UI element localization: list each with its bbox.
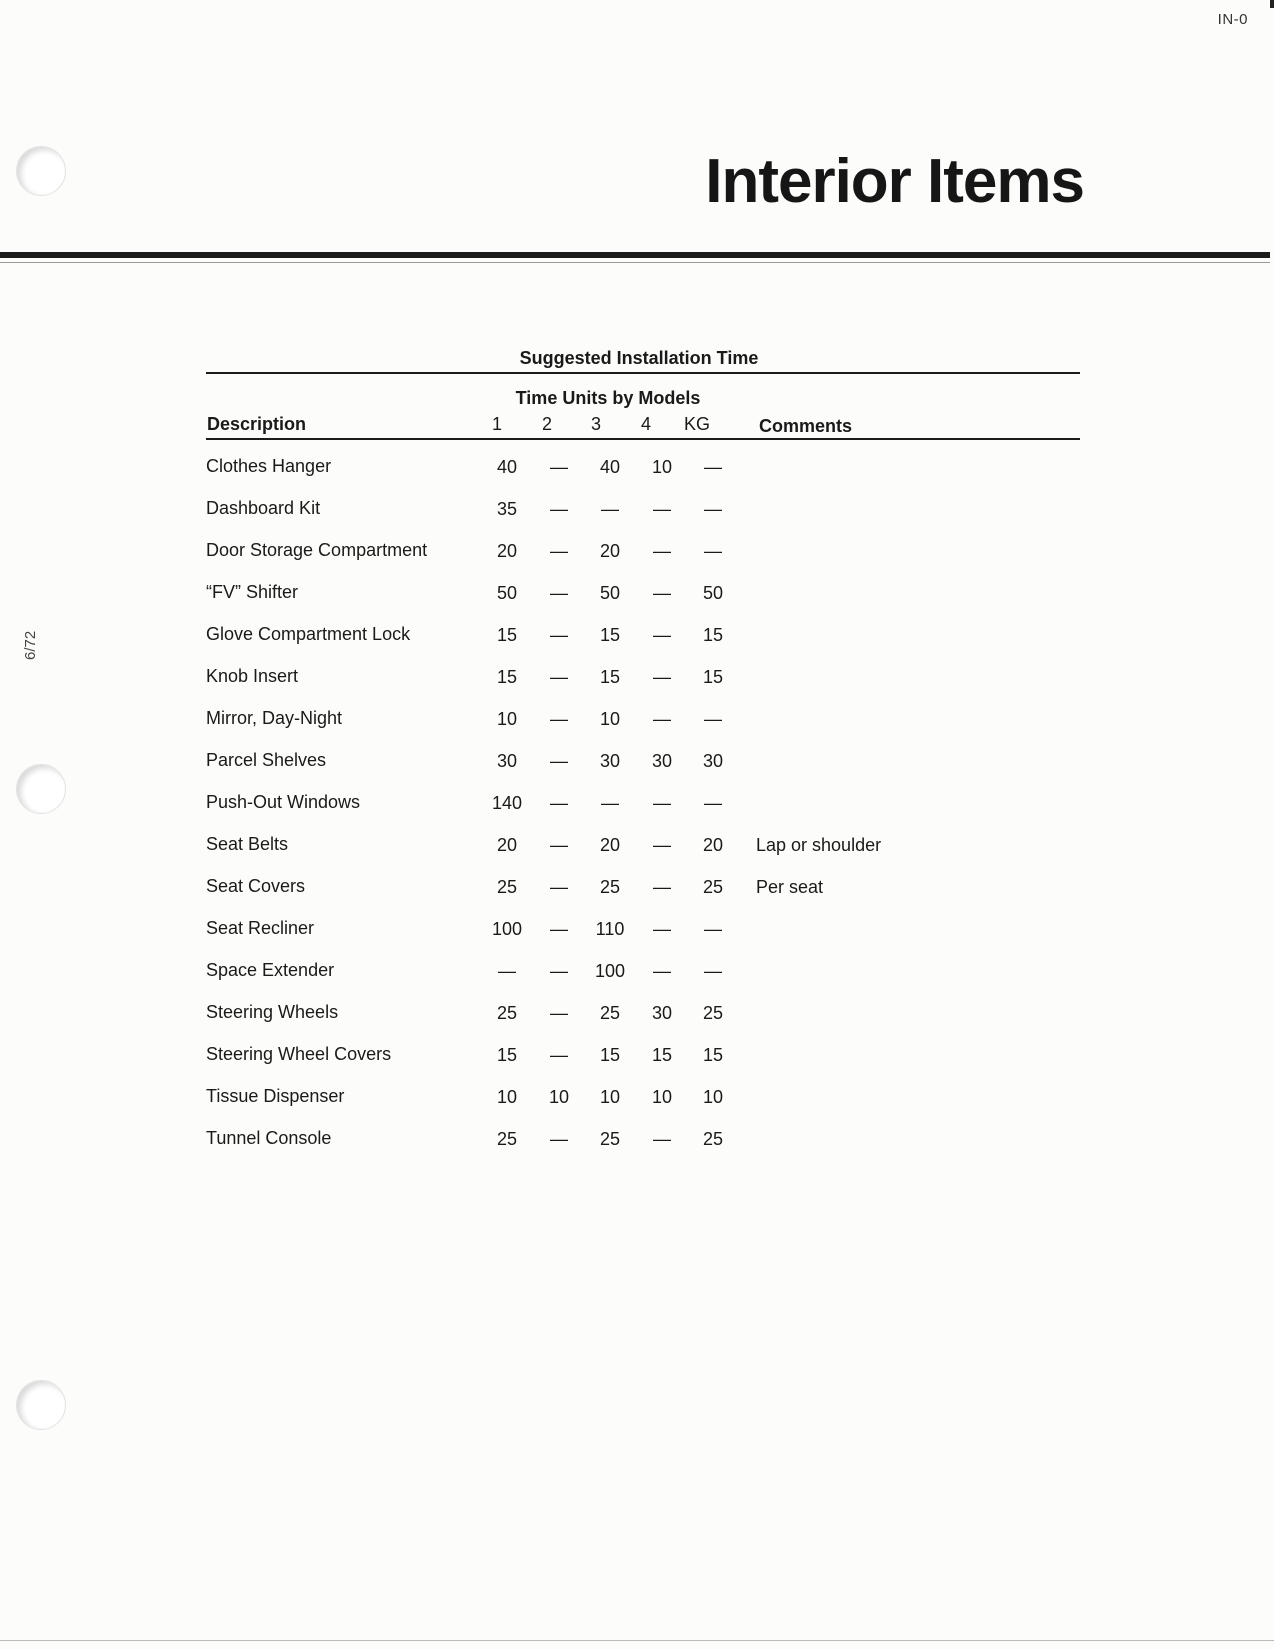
- row-value-model-2: —: [550, 793, 568, 813]
- table-row: [206, 792, 1080, 834]
- row-value-model-4: —: [653, 793, 671, 813]
- row-value-model-2: —: [550, 499, 568, 519]
- row-value-model-1: 140: [491, 793, 523, 813]
- row-value-model-3: 20: [599, 541, 621, 561]
- row-value-model-2: —: [550, 1129, 568, 1149]
- row-value-model-1: 20: [496, 835, 518, 855]
- row-value-model-3: 15: [599, 667, 621, 687]
- row-value-model-kg: 30: [702, 751, 724, 771]
- model-header-3: 3: [590, 414, 601, 434]
- table-row: [206, 918, 1080, 960]
- row-value-model-1: 25: [496, 877, 518, 897]
- installation-time-table: [206, 348, 1080, 1170]
- table-row: [206, 582, 1080, 624]
- row-value-model-1: 15: [496, 625, 518, 645]
- table-row: [206, 540, 1080, 582]
- model-header-kg: KG: [683, 414, 710, 434]
- table-row: [206, 498, 1080, 540]
- table-body: [206, 456, 1080, 1170]
- row-description: Tunnel Console: [206, 1128, 332, 1148]
- row-value-model-1: 40: [496, 457, 518, 477]
- row-value-model-kg: 25: [702, 1003, 724, 1023]
- model-header-1: 1: [491, 414, 502, 434]
- row-value-model-kg: 25: [702, 1129, 724, 1149]
- row-value-model-4: —: [653, 961, 671, 981]
- row-value-model-4: —: [653, 835, 671, 855]
- table-row: [206, 960, 1080, 1002]
- header-underline: [206, 438, 1080, 440]
- row-description: Parcel Shelves: [206, 750, 327, 770]
- row-value-model-2: —: [550, 877, 568, 897]
- row-value-model-3: 30: [599, 751, 621, 771]
- binder-hole-bottom: [16, 1380, 66, 1430]
- row-description: Seat Belts: [206, 834, 289, 854]
- row-value-model-3: 15: [599, 1045, 621, 1065]
- model-header-2: 2: [541, 414, 552, 434]
- page-title: Interior Items: [705, 147, 1084, 216]
- row-value-model-kg: —: [704, 709, 722, 729]
- row-value-model-3: —: [601, 499, 619, 519]
- row-description: Tissue Dispenser: [206, 1086, 345, 1106]
- row-value-model-4: —: [653, 541, 671, 561]
- row-value-model-1: 50: [496, 583, 518, 603]
- row-value-model-2: 10: [548, 1087, 570, 1107]
- row-value-model-2: —: [550, 751, 568, 771]
- row-value-model-2: —: [550, 919, 568, 939]
- row-description: Steering Wheel Covers: [206, 1044, 392, 1064]
- row-value-model-kg: —: [704, 499, 722, 519]
- table-row: [206, 1002, 1080, 1044]
- row-comment: Per seat: [756, 877, 824, 897]
- row-description: Steering Wheels: [206, 1002, 339, 1022]
- row-value-model-4: —: [653, 919, 671, 939]
- row-value-model-kg: —: [704, 541, 722, 561]
- row-value-model-1: 15: [496, 1045, 518, 1065]
- row-value-model-3: 25: [599, 1003, 621, 1023]
- row-value-model-4: —: [653, 877, 671, 897]
- row-description: Push-Out Windows: [206, 792, 361, 812]
- row-value-model-4: —: [653, 499, 671, 519]
- table-row: [206, 1086, 1080, 1128]
- row-value-model-3: —: [601, 793, 619, 813]
- table-row: [206, 1044, 1080, 1086]
- row-value-model-kg: —: [704, 793, 722, 813]
- row-value-model-1: 15: [496, 667, 518, 687]
- row-value-model-1: 20: [496, 541, 518, 561]
- row-description: Knob Insert: [206, 666, 299, 686]
- row-value-model-kg: 15: [702, 1045, 724, 1065]
- page-code: IN-0: [1217, 11, 1248, 28]
- row-description: Door Storage Compartment: [206, 540, 428, 560]
- row-value-model-3: 10: [599, 709, 621, 729]
- units-header: Time Units by Models: [515, 388, 701, 408]
- row-value-model-2: —: [550, 583, 568, 603]
- row-value-model-1: 10: [496, 709, 518, 729]
- row-value-model-3: 10: [599, 1087, 621, 1107]
- row-value-model-3: 25: [599, 877, 621, 897]
- row-description: Seat Recliner: [206, 918, 315, 938]
- row-value-model-3: 50: [599, 583, 621, 603]
- description-header: Description: [207, 414, 307, 434]
- row-value-model-2: —: [550, 709, 568, 729]
- table-row: [206, 624, 1080, 666]
- row-value-model-2: —: [550, 667, 568, 687]
- row-value-model-4: —: [653, 667, 671, 687]
- row-value-model-kg: 20: [702, 835, 724, 855]
- row-description: Space Extender: [206, 960, 335, 980]
- table-title: Suggested Installation Time: [519, 348, 759, 368]
- row-value-model-1: 35: [496, 499, 518, 519]
- row-value-model-kg: 15: [702, 667, 724, 687]
- table-row: [206, 456, 1080, 498]
- row-value-model-1: 25: [496, 1003, 518, 1023]
- binder-hole-middle: [16, 764, 66, 814]
- row-value-model-3: 40: [599, 457, 621, 477]
- row-value-model-1: 100: [491, 919, 523, 939]
- row-description: Seat Covers: [206, 876, 306, 896]
- binder-hole-top: [16, 146, 66, 196]
- row-value-model-1: 25: [496, 1129, 518, 1149]
- row-description: Dashboard Kit: [206, 498, 321, 518]
- table-row: [206, 708, 1080, 750]
- row-value-model-2: —: [550, 961, 568, 981]
- row-value-model-4: 30: [651, 1003, 673, 1023]
- row-value-model-4: —: [653, 709, 671, 729]
- row-value-model-4: —: [653, 625, 671, 645]
- table-row: [206, 666, 1080, 708]
- row-value-model-kg: 25: [702, 877, 724, 897]
- row-value-model-kg: —: [704, 961, 722, 981]
- model-header-4: 4: [640, 414, 651, 434]
- table-row: [206, 750, 1080, 792]
- table-row: [206, 834, 1080, 876]
- row-value-model-3: 110: [595, 919, 625, 939]
- table-row: [206, 1128, 1080, 1170]
- row-value-model-4: 15: [651, 1045, 673, 1065]
- row-value-model-4: 10: [651, 457, 673, 477]
- row-description: Glove Compartment Lock: [206, 624, 411, 644]
- row-value-model-4: 10: [651, 1087, 673, 1107]
- row-value-model-2: —: [550, 1045, 568, 1065]
- row-value-model-3: 15: [599, 625, 621, 645]
- table-row: [206, 876, 1080, 918]
- row-description: Mirror, Day-Night: [206, 708, 343, 728]
- row-description: Clothes Hanger: [206, 456, 332, 476]
- header-rule: [0, 252, 1270, 258]
- row-value-model-kg: —: [704, 457, 722, 477]
- revision-date: 6/72: [22, 630, 39, 660]
- row-value-model-4: —: [653, 583, 671, 603]
- row-value-model-4: —: [653, 1129, 671, 1149]
- row-value-model-1: 30: [496, 751, 518, 771]
- row-value-model-kg: —: [704, 919, 722, 939]
- row-value-model-2: —: [550, 541, 568, 561]
- header-rule-thin: [0, 262, 1270, 263]
- row-value-model-2: —: [550, 1003, 568, 1023]
- footer-rule: [0, 1640, 1274, 1641]
- row-value-model-2: —: [550, 457, 568, 477]
- row-value-model-4: 30: [651, 751, 673, 771]
- row-value-model-3: 25: [599, 1129, 621, 1149]
- row-value-model-3: 20: [599, 835, 621, 855]
- row-value-model-1: 10: [496, 1087, 518, 1107]
- row-value-model-kg: 50: [702, 583, 724, 603]
- row-value-model-2: —: [550, 835, 568, 855]
- corner-mark: [1270, 0, 1274, 8]
- row-value-model-kg: 15: [702, 625, 724, 645]
- row-value-model-1: —: [498, 961, 516, 981]
- row-description: “FV” Shifter: [206, 582, 299, 602]
- row-value-model-2: —: [550, 625, 568, 645]
- table-header: [206, 374, 1080, 438]
- row-value-model-kg: 10: [702, 1087, 724, 1107]
- row-comment: Lap or shoulder: [756, 835, 882, 855]
- row-value-model-3: 100: [594, 961, 626, 981]
- comments-header: Comments: [759, 416, 853, 436]
